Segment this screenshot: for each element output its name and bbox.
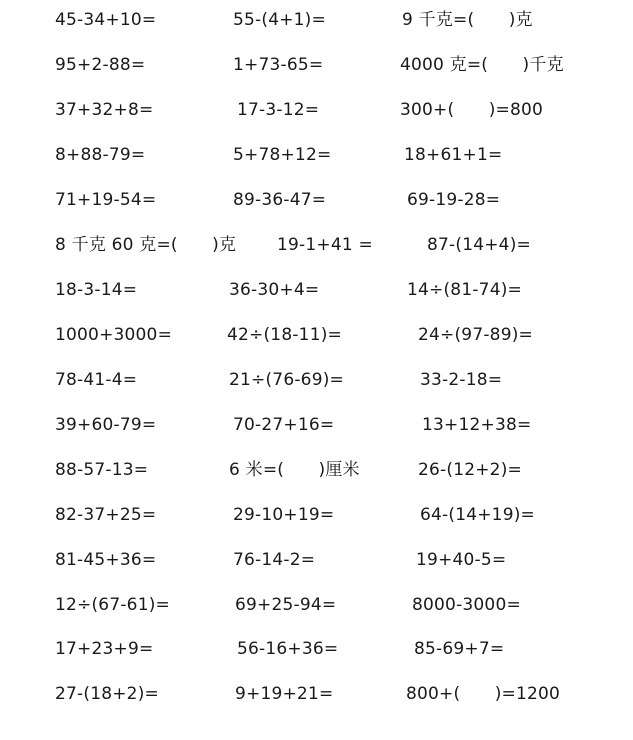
- problem: 5+78+12=: [233, 145, 332, 165]
- problem: 24÷(97-89)=: [418, 325, 533, 345]
- problem: 55-(4+1)=: [233, 10, 326, 30]
- problem: 21÷(76-69)=: [229, 370, 344, 390]
- problem-row: [0, 365, 633, 395]
- problem: 71+19-54=: [55, 190, 157, 210]
- problem: 1000+3000=: [55, 325, 173, 345]
- problem: 9 千克=( )克: [402, 10, 533, 30]
- problem-row: [0, 410, 633, 440]
- problem: 39+60-79=: [55, 415, 157, 435]
- problem: 36-30+4=: [229, 280, 320, 300]
- problem: 9+19+21=: [235, 684, 334, 704]
- problem: 18-3-14=: [55, 280, 138, 300]
- problem-row: [0, 95, 633, 125]
- problem-row: [0, 275, 633, 305]
- problem: 33-2-18=: [420, 370, 503, 390]
- problem-row: [0, 5, 633, 35]
- problem-row: [0, 185, 633, 215]
- problem: 37+32+8=: [55, 100, 154, 120]
- problem: 6 米=( )厘米: [229, 460, 360, 480]
- problem: 76-14-2=: [233, 550, 316, 570]
- problem: 45-34+10=: [55, 10, 157, 30]
- problem: 19+40-5=: [416, 550, 507, 570]
- problem-row: [0, 500, 633, 530]
- problem: 29-10+19=: [233, 505, 335, 525]
- problem: 13+12+38=: [422, 415, 532, 435]
- problem: 69-19-28=: [407, 190, 501, 210]
- problem: 8000-3000=: [412, 595, 521, 615]
- problem: 8 千克 60 克=( )克: [55, 235, 237, 255]
- problem: 88-57-13=: [55, 460, 149, 480]
- problem-row: [0, 455, 633, 485]
- problem: 18+61+1=: [404, 145, 503, 165]
- problem: 1+73-65=: [233, 55, 324, 75]
- problem: 8+88-79=: [55, 145, 146, 165]
- problem: 81-45+36=: [55, 550, 157, 570]
- problem: 14÷(81-74)=: [407, 280, 522, 300]
- problem: 64-(14+19)=: [420, 505, 535, 525]
- problem: 12÷(67-61)=: [55, 595, 170, 615]
- problem: 800+( )=1200: [406, 684, 561, 704]
- problem: 17+23+9=: [55, 639, 154, 659]
- problem-row: [0, 679, 633, 709]
- problem-row: [0, 634, 633, 664]
- problem: 56-16+36=: [237, 639, 339, 659]
- problem-row: [0, 590, 633, 620]
- problem: 87-(14+4)=: [427, 235, 531, 255]
- problem: 95+2-88=: [55, 55, 146, 75]
- problem: 82-37+25=: [55, 505, 157, 525]
- problem: 42÷(18-11)=: [227, 325, 342, 345]
- problem: 69+25-94=: [235, 595, 337, 615]
- problem: 26-(12+2)=: [418, 460, 522, 480]
- problem: 89-36-47=: [233, 190, 327, 210]
- problem: 300+( )=800: [400, 100, 544, 120]
- problem: 19-1+41 =: [277, 235, 373, 255]
- problem: 4000 克=( )千克: [400, 55, 564, 75]
- problem: 78-41-4=: [55, 370, 138, 390]
- problem-row: [0, 545, 633, 575]
- problem-row: [0, 320, 633, 350]
- problem: 70-27+16=: [233, 415, 335, 435]
- problem: 85-69+7=: [414, 639, 505, 659]
- problem: 27-(18+2)=: [55, 684, 159, 704]
- problem-row: [0, 230, 633, 260]
- problem: 17-3-12=: [237, 100, 320, 120]
- problem-row: [0, 50, 633, 80]
- problem-row: [0, 140, 633, 170]
